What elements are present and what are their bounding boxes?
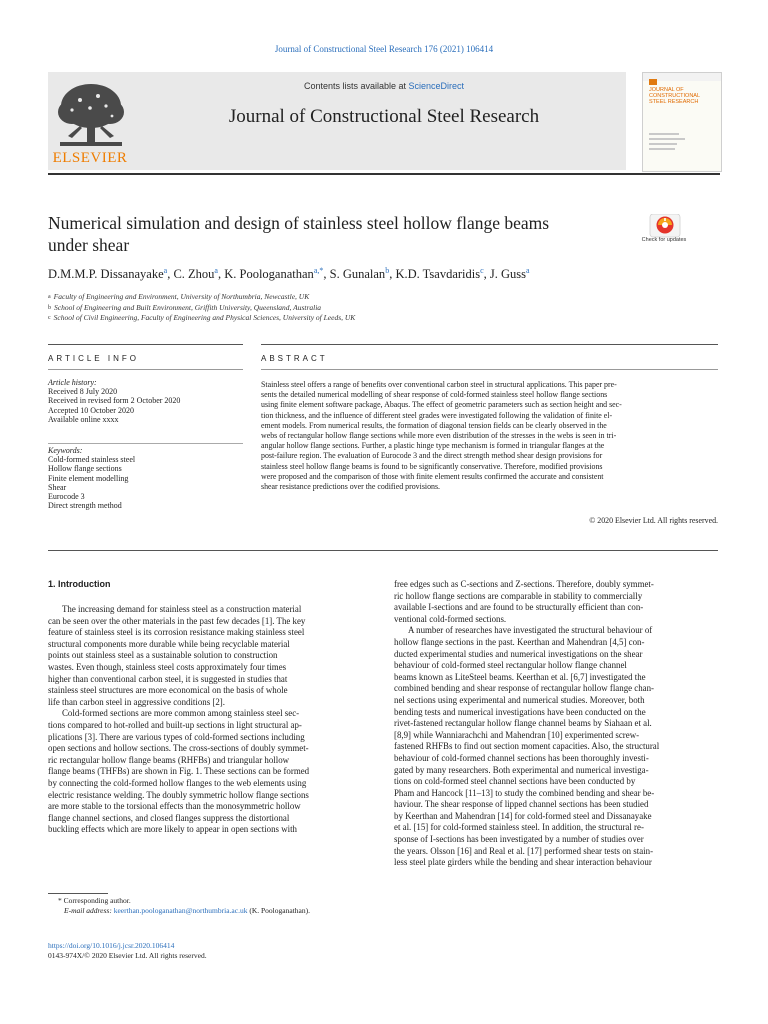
- author-name[interactable]: C. Zhou: [173, 267, 215, 282]
- body-line: points out stainless steel as a sustainable solution to construction: [48, 650, 278, 661]
- body-line: free edges such as C-sections and Z-sections. Therefore, doubly symmet-: [394, 579, 654, 589]
- contents-prefix: Contents lists available at: [303, 81, 409, 91]
- body-line: can be seen over the other materials in the past few decades [1]. The key: [48, 615, 306, 626]
- body-line: less steel plate girders while the bending and shear interaction behaviour: [394, 857, 652, 868]
- body-line: plications [3]. There are various types of cold-formed sections including: [48, 731, 305, 742]
- contents-line: [142, 81, 626, 91]
- history-item: Received 8 July 2020: [48, 387, 118, 397]
- body-line: gated by many researchers. Both experimental and numerical investiga-: [394, 764, 649, 775]
- abstract-rule: [261, 344, 718, 345]
- abstract-line: webs of rectangular hollow flange sections while more even distribution of the stresses in the webs is seen in tri-: [261, 431, 617, 441]
- body-line: by connecting the cold-formed hollow flanges to the web elements using: [48, 777, 307, 788]
- body-line: rivet-fastened rectangular hollow flange channel beams by Siahaan et al.: [394, 718, 652, 729]
- keywords: [48, 446, 243, 510]
- abstract-line: sents the detailed numerical modelling of shear response of cold-formed stainless steel hollow flange sections: [261, 390, 608, 400]
- author-affiliation-marker[interactable]: c: [480, 266, 484, 275]
- check-for-updates-label[interactable]: Check for updates: [641, 237, 687, 243]
- body-line: are more stable to the torsional effects than the monosymmetric hollow: [48, 801, 301, 812]
- article-info-rule: [48, 344, 243, 345]
- history-label: Article history:: [48, 378, 97, 387]
- author-affiliation-marker[interactable]: a,*: [313, 266, 324, 275]
- body-line: available I-sections and are found to be structurally efficient than con-: [394, 602, 644, 613]
- body-line: Cold-formed sections are more common among stainless steel sec-: [62, 708, 300, 719]
- author-separator: ,: [389, 267, 396, 282]
- history-item: Received in revised form 2 October 2020: [48, 396, 181, 406]
- body-line: fastened RHFBs to find out section moment capacities. Also, the structural: [394, 741, 660, 752]
- cover-line: [649, 138, 685, 140]
- body-line: hollow flange sections in the past. Keerthan and Mahendran [4,5] con-: [394, 636, 645, 647]
- body-line: stainless steel structures are more economical on the basis of whole: [48, 685, 288, 696]
- abstract-heading: ABSTRACT: [261, 354, 328, 363]
- body-line: The increasing demand for stainless steel as a construction material: [62, 604, 302, 614]
- footnote-line: [58, 906, 378, 916]
- affiliations: [48, 292, 708, 324]
- abstract-copyright: © 2020 Elsevier Ltd. All rights reserved.: [589, 516, 718, 525]
- history-item: Available online xxxx: [48, 414, 119, 424]
- corresponding-author-footnote: [58, 896, 378, 916]
- email-label: E-mail address:: [64, 906, 114, 915]
- body-line: by Keerthan and Mahendran [14] for cold-formed steel and Dissanayake: [394, 810, 652, 821]
- affiliation: [48, 292, 708, 303]
- cover-line: [649, 148, 675, 150]
- history-item: Accepted 10 October 2020: [48, 405, 134, 415]
- keyword: Finite element modelling: [48, 473, 129, 483]
- title-line: under shear: [48, 235, 130, 255]
- body-line: ducted experimental studies and numerical investigations on the shear: [394, 648, 643, 659]
- affiliation-key: b: [48, 304, 51, 311]
- body-line: electric resistance welding. The doubly symmetric hollow flange sections: [48, 789, 309, 800]
- body-line: feature of stainless steel is its corrosion resistance making stainless steel: [48, 627, 305, 638]
- sciencedirect-link[interactable]: ScienceDirect: [408, 81, 465, 91]
- author-name[interactable]: D.M.M.P. Dissanayake: [48, 267, 164, 282]
- author-separator: ,: [483, 267, 490, 282]
- body-line: flange channel sections, and closed flanges suppress the distortional: [48, 812, 290, 823]
- body-line: Pham and Hancock [11–13] to study the combined bending and shear be-: [394, 787, 655, 798]
- title-line: Numerical simulation and design of stainless steel hollow flange beams: [48, 213, 550, 233]
- abstract-line: shear resistance predictions over the codified provisions.: [261, 482, 441, 492]
- paragraph: [394, 625, 720, 868]
- author-name[interactable]: K.D. Tsavdaridis: [395, 267, 481, 282]
- keywords-label: Keywords:: [48, 446, 83, 455]
- body-line: A number of researches have investigated the structural behaviour of: [408, 625, 653, 636]
- author-list: [48, 266, 708, 282]
- article-info-subrule: [48, 369, 243, 370]
- paragraph: [48, 604, 374, 708]
- journal-cover-thumbnail[interactable]: [642, 72, 722, 172]
- header-rule: [48, 173, 720, 175]
- affiliation-text: School of Civil Engineering, Faculty of Engineering and Physical Sciences, University of Leeds, UK: [53, 313, 356, 322]
- author-affiliation-marker[interactable]: b: [385, 266, 390, 275]
- abstract-line: angular hollow flange sections. Further, a plastic hinge type mechanism is formed in triangular flanges at the: [261, 441, 605, 451]
- body-line: ric rectangular hollow flange beams (RHFBs) and triangular hollow: [48, 754, 290, 765]
- check-for-updates-icon[interactable]: [644, 214, 686, 254]
- author-separator: ,: [217, 267, 225, 282]
- keyword: Cold-formed stainless steel: [48, 455, 136, 465]
- affiliation-text: School of Engineering and Built Environment, Griffith University, Queensland, Australia: [54, 302, 322, 312]
- body-line: ric hollow flange sections are comparable in stability to commercially: [394, 590, 643, 601]
- cover-mark-icon: [649, 79, 657, 85]
- abstract-line: post-failure region. The evaluation of Eurocode 3 and the direct strength method shear design provisions for: [261, 451, 603, 461]
- body-line: haviour. The shear response of lipped channel sections has been studied: [394, 799, 649, 810]
- body-line: behaviour of cold-formed channel sections has been thoroughly investi-: [394, 752, 649, 763]
- body-line: structural components more durable while being recyclable material: [48, 638, 290, 649]
- abstract-line: Stainless steel offers a range of benefits over conventional carbon steel in structural applications. This paper pre-: [261, 380, 617, 389]
- author-name[interactable]: K. Poologanathan: [224, 267, 314, 282]
- footnote-corresponding: Corresponding author.: [63, 896, 131, 905]
- abstract-line: using finite element software package, Abaqus. The effect of geometric parameters such as section height and sec-: [261, 400, 622, 410]
- cover-line: [649, 143, 677, 145]
- affiliation-key: c: [48, 315, 51, 321]
- author-affiliation-marker[interactable]: a: [526, 266, 530, 275]
- body-line: ventional cold-formed sections.: [394, 613, 507, 624]
- keywords-rule: [48, 443, 243, 444]
- abstract-line: ement models. From numerical results, the formation of diagonal tension fields can be clearly observed in the: [261, 420, 607, 430]
- doi-block: [48, 941, 378, 961]
- body-line: wastes. Even though, stainless steel costs approximately four times: [48, 661, 287, 672]
- cover-title: JOURNAL OF CONSTRUCTIONAL STEEL RESEARCH: [649, 87, 700, 105]
- footnote-line: [58, 896, 378, 906]
- body-line: combined bending and shear response of rectangular hollow flange chan-: [394, 683, 654, 694]
- cover-line: [649, 133, 679, 135]
- abstract-subrule: [261, 369, 718, 370]
- keyword: Eurocode 3: [48, 492, 85, 502]
- abstract-line: were proposed and the comparison of those with finite element results confirmed the accurate and consistent: [261, 471, 604, 481]
- author-name[interactable]: S. Gunalan: [329, 267, 386, 282]
- abstract-line: tion thickness, and the influence of different steel grades were investigated following the validation of finite el-: [261, 410, 613, 420]
- article-title: [48, 212, 628, 256]
- keyword: Hollow flange sections: [48, 464, 122, 474]
- author-affiliation-marker[interactable]: a: [163, 266, 168, 275]
- affiliation-key: a: [48, 294, 51, 300]
- elsevier-wordmark: ELSEVIER: [52, 150, 128, 166]
- footnote-rule: [48, 893, 108, 894]
- keyword: Shear: [48, 482, 67, 492]
- paragraph: [394, 579, 720, 625]
- abstract-body: [261, 380, 718, 492]
- body-line: flange beams (THFBs) are shown in Fig. 1. These sections can be formed: [48, 766, 310, 777]
- body-line: the years. Olsson [16] and Real et al. [17] performed shear tests on stain-: [394, 845, 654, 856]
- body-line: tions on cold-formed steel channel sections have been conducted by: [394, 776, 636, 787]
- journal-name[interactable]: Journal of Constructional Steel Research: [228, 106, 540, 127]
- journal-reference[interactable]: Journal of Constructional Steel Research 176 (2021) 106414: [274, 44, 494, 54]
- paragraph: [48, 708, 374, 836]
- body-line: sponse of I-sections has been investigated by a number of studies over: [394, 834, 644, 845]
- affiliation: [48, 303, 708, 314]
- body-line: beams known as LiteSteel beams. Keerthan et al. [6,7] investigated the: [394, 671, 646, 682]
- author-name[interactable]: J. Guss: [489, 267, 527, 282]
- left-column: [48, 604, 374, 836]
- affiliation: [48, 313, 708, 324]
- issn-line: 0143-974X/© 2020 Elsevier Ltd. All rights reserved.: [48, 951, 207, 960]
- affiliation-text: Faculty of Engineering and Environment, University of Northumbria, Newcastle, UK: [53, 292, 310, 301]
- body-line: et al. [15] for cold-formed stainless steel. In addition, the structural re-: [394, 822, 644, 833]
- email-after: (K. Poologanathan).: [247, 906, 310, 915]
- body-line: higher than conventional carbon steel, it is suggested in studies that: [48, 673, 288, 684]
- body-line: tions compared to hot-rolled and built-up sections in light structural ap-: [48, 719, 302, 730]
- body-line: nel sections using experimental and numerical studies. Moreover, both: [394, 694, 645, 705]
- email-link[interactable]: keerthan.poologanathan@northumbria.ac.uk: [113, 906, 248, 915]
- body-line: open sections and hollow sections. The cross-sections of doubly symmet-: [48, 743, 309, 754]
- body-line: [8,9] while Wanniarachchi and Mahendran [10] experimented screw-: [394, 729, 640, 740]
- body-rule: [48, 550, 718, 551]
- body-line: bending tests and numerical investigations have been conducted on the: [394, 706, 646, 717]
- abstract-line: stainless steel hollow flange beams is found to be significantly conservative. Therefore, modified provisions: [261, 461, 603, 471]
- author-separator: ,: [323, 267, 330, 282]
- author-separator: ,: [167, 267, 174, 282]
- body-line: buckling effects which are more likely to appear in open sections with: [48, 824, 297, 835]
- right-column: [394, 579, 720, 869]
- author-affiliation-marker[interactable]: a: [214, 266, 218, 275]
- body-line: behaviour of cold-formed steel rectangular hollow flange channel: [394, 660, 627, 671]
- keyword: Direct strength method: [48, 501, 122, 511]
- article-info-heading: ARTICLE INFO: [48, 354, 139, 363]
- section-heading: 1. Introduction: [48, 579, 111, 589]
- body-line: life than carbon steel in aggressive conditions [2].: [48, 696, 225, 707]
- footnote-star: *: [58, 896, 62, 905]
- article-history: [48, 378, 243, 424]
- doi-link[interactable]: https://doi.org/10.1016/j.jcsr.2020.106414: [48, 941, 175, 950]
